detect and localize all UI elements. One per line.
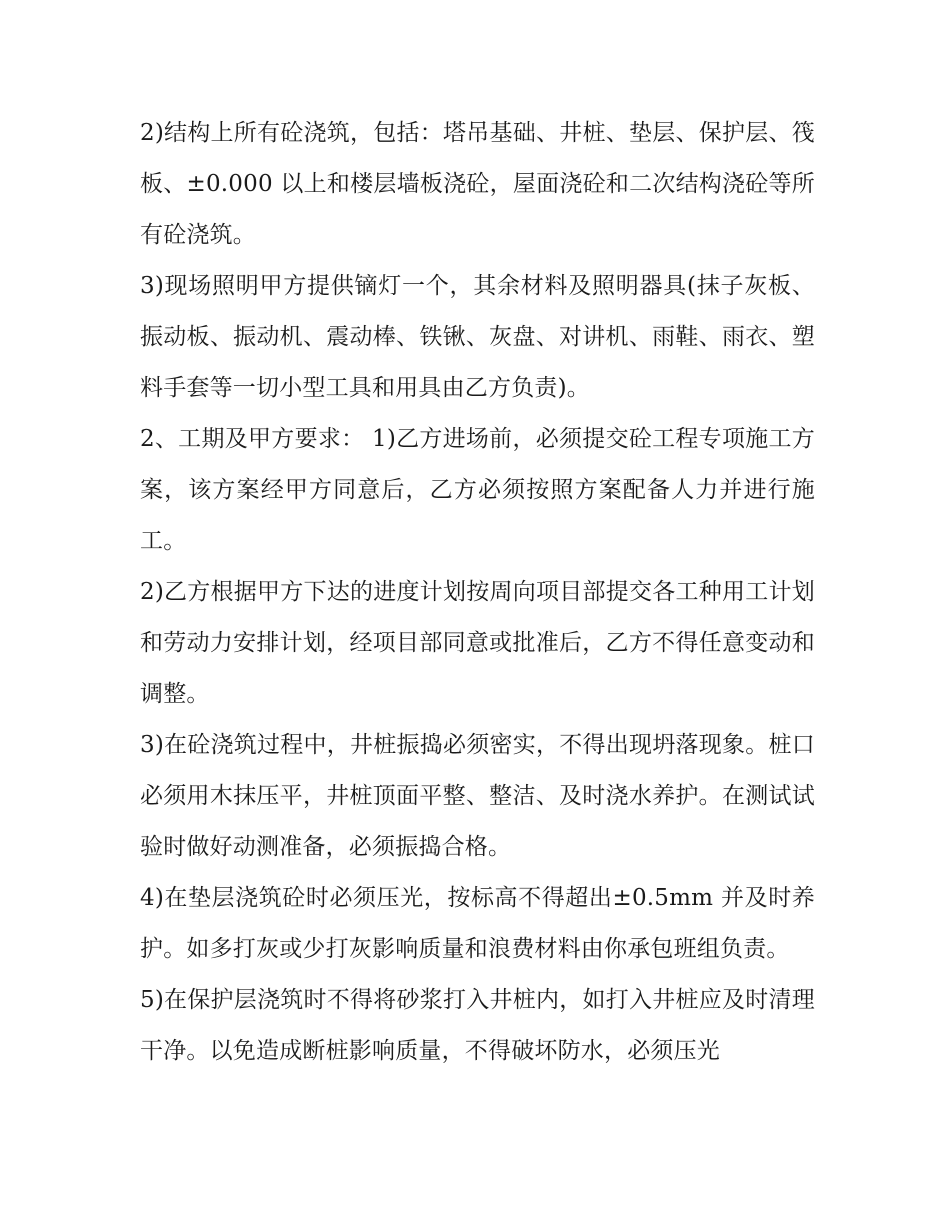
paragraph-protective-layer: 5)在保护层浇筑时不得将砂浆打入井桩内，如打入井桩应及时清理干净。以免造成断桩影响质量，不得破坏防水，必须压光: [140, 987, 815, 1064]
paragraph-structure-pouring: 2)结构上所有砼浇筑，包括：塔吊基础、井桩、垫层、保护层、筏板、±0.000 以上和楼层墙板浇砼，屋面浇砼和二次结构浇砼等所有砼浇筑。: [140, 120, 815, 248]
paragraph-schedule-requirements: 2、工期及甲方要求： 1)乙方进场前，必须提交砼工程专项施工方案，该方案经甲方同意后，乙方必须按照方案配备人力并进行施工。: [140, 426, 815, 554]
paragraph-labor-plan: 2)乙方根据甲方下达的进度计划按周向项目部提交各工种用工计划和劳动力安排计划，经项目部同意或批准后，乙方不得任意变动和调整。: [140, 579, 815, 707]
paragraph-pile-vibration: 3)在砼浇筑过程中，井桩振捣必须密实，不得出现坍落现象。桩口必须用木抹压平，井桩顶面平整、整洁、及时浇水养护。在测试试验时做好动测准备，必须振捣合格。: [140, 732, 815, 860]
paragraph-site-lighting: 3)现场照明甲方提供镝灯一个，其余材料及照明器具(抹子灰板、振动板、振动机、震动棒、铁锹、灰盘、对讲机、雨鞋、雨衣、塑料手套等一切小型工具和用具由乙方负责)。: [140, 273, 815, 401]
document-body: [140, 108, 815, 1077]
paragraph-cushion-layer: 4)在垫层浇筑砼时必须压光，按标高不得超出±0.5mm 并及时养护。如多打灰或少打灰影响质量和浪费材料由你承包班组负责。: [140, 885, 815, 962]
